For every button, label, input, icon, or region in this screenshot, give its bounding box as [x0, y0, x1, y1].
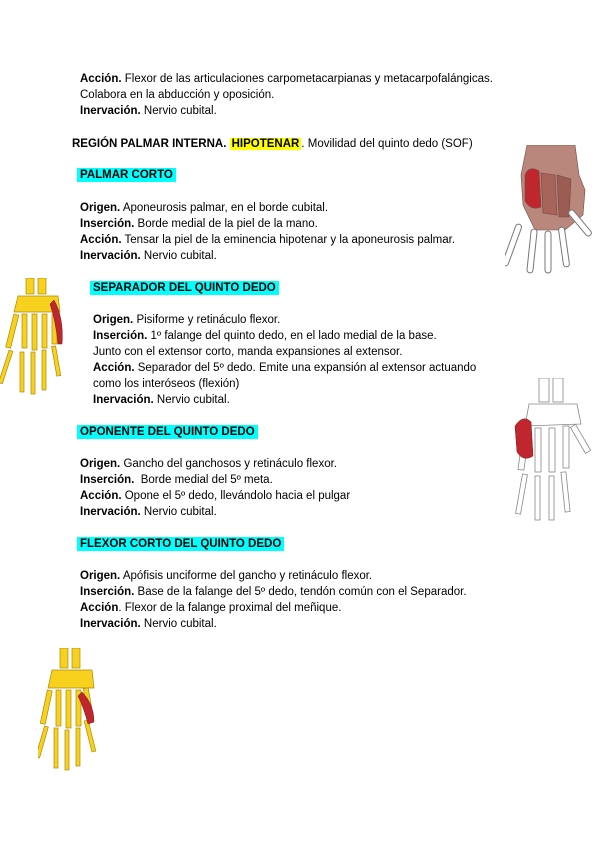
origen-line [80, 457, 337, 471]
intro-inervacion-line [80, 104, 217, 118]
insercion-line [93, 329, 437, 343]
insercion-text: Borde medial del 5º meta. [134, 474, 273, 486]
inervacion-text: Nervio cubital. [140, 105, 217, 117]
insercion-line [80, 217, 318, 231]
insercion-label: Inserción. [80, 586, 135, 598]
origen-line [80, 569, 372, 583]
inervacion-line [93, 393, 230, 407]
inervacion-text: Nervio cubital. [140, 506, 217, 518]
origen-label: Origen. [80, 458, 121, 470]
accion-line-2: como los interóseos (flexión) [93, 378, 240, 390]
region-heading [72, 137, 473, 151]
accion-text: Separador del 5º dedo. Emite una expansión al extensor actuando [134, 362, 477, 374]
inervacion-label: Inervación. [80, 618, 141, 630]
inervacion-text: Nervio cubital. [140, 618, 217, 630]
accion-line [80, 233, 455, 247]
origen-label: Origen. [93, 314, 134, 326]
insercion-line [80, 585, 467, 599]
heading-text: OPONENTE DEL QUINTO DEDO [77, 425, 258, 439]
origen-text: Pisiforme y retináculo flexor. [133, 314, 281, 326]
accion-text: Opone el 5º dedo, llevándolo hacia el pulgar [121, 490, 351, 502]
hand-bones-oponente-illustration [505, 378, 597, 523]
origen-line [80, 201, 328, 215]
origen-text: Gancho del ganchosos y retináculo flexor. [120, 458, 337, 470]
hand-bones-flexor-corto-illustration [38, 648, 104, 773]
accion-text: Flexor de las articulaciones carpometacarpianas y metacarpofalángicas. [121, 73, 493, 85]
accion-line [80, 489, 350, 503]
region-title: REGIÓN PALMAR INTERNA. [72, 138, 227, 150]
inervacion-text: Nervio cubital. [140, 250, 217, 262]
origen-line [93, 313, 280, 327]
accion-label: Acción. [80, 490, 122, 502]
insercion-text: 1º falange del quinto dedo, en el lado medial de la base. [147, 330, 437, 342]
inervacion-line [80, 505, 217, 519]
insercion-text: Base de la falange del 5º dedo, tendón común con el Separador. [134, 586, 467, 598]
inervacion-line [80, 249, 217, 263]
accion-text: . Flexor de la falange proximal del meñique. [118, 602, 342, 614]
heading-text: SEPARADOR DEL QUINTO DEDO [90, 281, 279, 295]
insercion-label: Inserción. [80, 218, 135, 230]
intro-accion-line [80, 72, 493, 86]
origen-label: Origen. [80, 570, 121, 582]
inervacion-label: Inervación. [80, 506, 141, 518]
heading-text: FLEXOR CORTO DEL QUINTO DEDO [77, 537, 284, 551]
heading-text: PALMAR CORTO [77, 168, 176, 182]
origen-text: Aponeurosis palmar, en el borde cubital. [120, 202, 329, 214]
insercion-line-2: Junto con el extensor corto, manda expansiones al extensor. [93, 346, 403, 358]
insercion-line [80, 473, 273, 487]
inervacion-line [80, 617, 217, 631]
insercion-label: Inserción. [93, 330, 148, 342]
region-highlight: HIPOTENAR [231, 138, 300, 150]
insercion-text: Borde medial de la piel de la mano. [134, 218, 318, 230]
origen-text: Apófisis unciforme del gancho y retináculo flexor. [120, 570, 373, 582]
section-heading-palmar-corto [77, 168, 176, 182]
accion-label: Acción. [93, 362, 135, 374]
accion-line [93, 361, 476, 375]
section-heading-oponente [77, 425, 258, 439]
inervacion-label: Inervación. [80, 250, 141, 262]
insercion-label: Inserción. [80, 474, 135, 486]
region-rest: . Movilidad del quinto dedo (SOF) [301, 138, 473, 150]
section-heading-separador [90, 281, 279, 295]
inervacion-text: Nervio cubital. [153, 394, 230, 406]
hand-muscle-illustration [505, 145, 597, 275]
origen-label: Origen. [80, 202, 121, 214]
accion-label: Acción. [80, 73, 122, 85]
accion-text: Tensar la piel de la eminencia hipotenar y la aponeurosis palmar. [121, 234, 456, 246]
accion-label: Acción [80, 602, 119, 614]
inervacion-label: Inervación. [80, 105, 141, 117]
accion-line [80, 601, 341, 615]
accion-label: Acción. [80, 234, 122, 246]
section-heading-flexor-corto [77, 537, 284, 551]
inervacion-label: Inervación. [93, 394, 154, 406]
hand-bones-separador-illustration [0, 278, 72, 396]
intro-accion-line-2: Colabora en la abducción y oposición. [80, 89, 275, 101]
